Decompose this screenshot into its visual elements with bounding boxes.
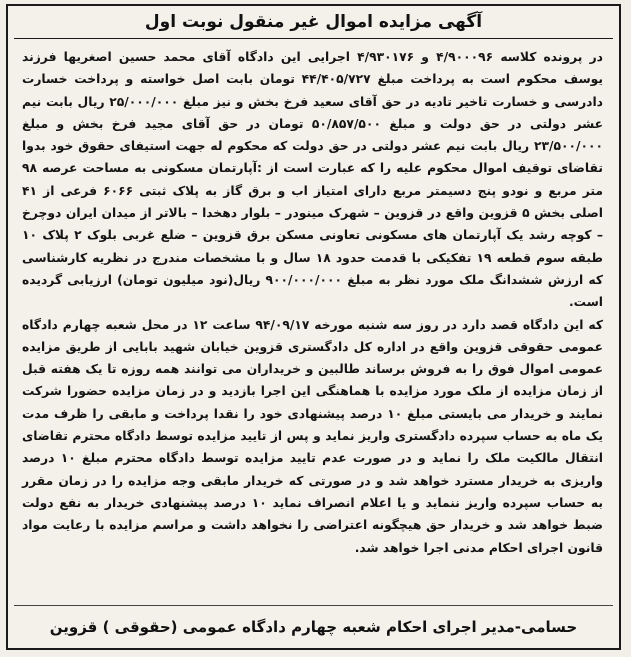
footer-divider — [14, 605, 613, 606]
notice-paragraph-1: در پرونده کلاسه ۴/۹۰۰۰۹۶ و ۴/۹۳۰۱۷۶ اجرایی این دادگاه آقای محمد حسین اصغریها فرزند یوسف محکوم است به پرداخت مبلغ ۴۴/۴۰۵/۷۲۷ تومان بابت اصل خواسته و پرداخت خسارت دادرسی و خسارت تاخیر تادیه در حق آقای سعید فرخ بخش و نیز مبلغ ۲۵/۰۰۰/۰۰۰ ریال بابت نیم عشر دولتی در حق دولت و مبلغ ۵۰/۸۵۷/۵۰۰ تومان در حق آقای مجید فرخ بخش و مبلغ ۲۳/۵۰۰/۰۰۰ ریال بابت نیم عشر دولتی در حق دولت که محکوم له جهت استیفای حقوق خود بدوا تقاضای توقیف اموال محکوم علیه را که عبارت است از :آپارتمان مسکونی به مساحت عرصه ۹۸ متر مربع و نودو پنج دسیمتر مربع دارای امتیاز اب و برق گاز به پلاک ثبتی ۶۰۶۶ فرعی از ۴۱ اصلی بخش ۵ قزوین واقع در قزوین – شهرک مینودر – بلوار دهخدا – بالاتر از میدان ایران دوچرخ – کوچه رشد یک آپارتمان های مسکونی تعاونی مسکن برق قزوین – ضلع غربی بلوک ۲ پلاک ۱۰ طبقه سوم قطعه ۱۹ تفکیکی با قدمت حدود ۱۸ سال و با مشخصات مندرج در نظریه کارشناسی که ارزش ششدانگ ملک مورد نظر به مبلغ ۹۰۰/۰۰۰/۰۰۰ ریال(نود میلیون تومان) ارزیابی گردیده است. — [22, 50, 604, 310]
notice-title: آگهی مزایده اموال غیر منقول نوبت اول — [144, 12, 483, 32]
notice-paragraph-2: که این دادگاه قصد دارد در روز سه شنبه مورخه ۹۴/۰۹/۱۷ ساعت ۱۲ در محل شعبه چهارم دادگاه عمومی حقوقی قزوین واقع در اداره کل دادگستری قزوین خیابان شهید بابایی از طریق مزایده عمومی اموال فوق را به فروش برساند طالبین و خریداران می توانند همه روزه تا یک هفته قبل از زمان مزایده از ملک مورد مزایده با هماهنگی این اجرا بازدید و در زمان مزایده حضورا شرکت نمایند و خریدار می بایستی مبلغ ۱۰ درصد پیشنهادی خود را نقدا پرداخت و مابقی را ظرف مدت یک ماه به حساب سپرده دادگستری واریز نماید و پس از تایید مزایده توسط دادگاه محترم تقاضای انتقال مالکیت ملک را نماید و در صورت عدم تایید مزایده توسط دادگاه محترم مبلغ ۱۰ درصد واریزی به خریدار مسترد خواهد شد و در صورتی که خریدار مابقی وجه مزایده را در زمان مقرر به حساب سپرده واریز ننماید و یا اعلام انصراف نماید ۱۰ درصد پیشنهادی خریدار به نفع دولت ضبط خواهد شد و خریدار حق هیچگونه اعتراضی را نخواهد داشت و مراسم مزایده با رعایت مواد قانون اجرای احکام مدنی اجرا خواهد شد. — [22, 317, 604, 555]
title-divider — [14, 38, 613, 39]
notice-body — [22, 46, 603, 559]
notice-frame — [6, 4, 621, 650]
notice-signature: حسامی-مدیر اجرای احکام شعبه چهارم دادگاه عمومی (حقوقی ) قزوین — [49, 618, 578, 636]
